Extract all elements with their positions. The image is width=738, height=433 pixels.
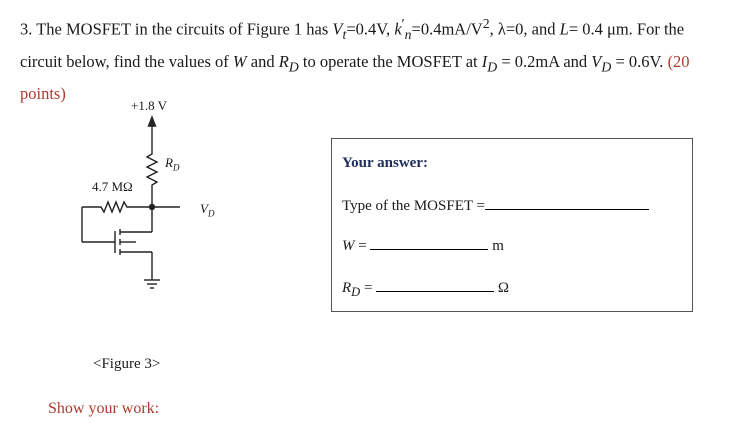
rg-resistor (82, 202, 152, 212)
mosfet-type-row: Type of the MOSFET = (342, 195, 649, 215)
w-input[interactable] (370, 235, 488, 250)
w-row: W = m (342, 235, 504, 255)
figure-caption: <Figure 3> (93, 356, 161, 372)
show-work-label: Show your work: (48, 400, 160, 417)
supply-label: +1.8 V (131, 98, 167, 113)
question-number: 3. (20, 19, 33, 39)
points-label: (20 points) (20, 51, 690, 104)
rd-resistor (147, 150, 157, 207)
question-text: 3. The MOSFET in the circuits of Figure 1 has $V_t=0.4V$, $k'_n=0.4mA/V^2$, λ=0, and L= 0.4 μm. For the circuit below, find the values of W and $R_D$ to operate the MOSFET at $I_D = 0.2mA$ and $V_D = 0.6V$. (20 points) (20, 16, 690, 104)
rd-input[interactable] (376, 277, 494, 292)
answer-box (331, 138, 693, 312)
mosfet-type-input[interactable] (485, 195, 649, 210)
rg-label: 4.7 MΩ (92, 179, 133, 194)
vd-label: $V_D$ (200, 201, 215, 219)
rd-label: $R_D$ (165, 155, 180, 173)
answer-title: Your answer: (342, 155, 428, 171)
rd-row: $R_D = \Omega$ (342, 277, 509, 300)
supply-arrow-icon (149, 117, 156, 126)
